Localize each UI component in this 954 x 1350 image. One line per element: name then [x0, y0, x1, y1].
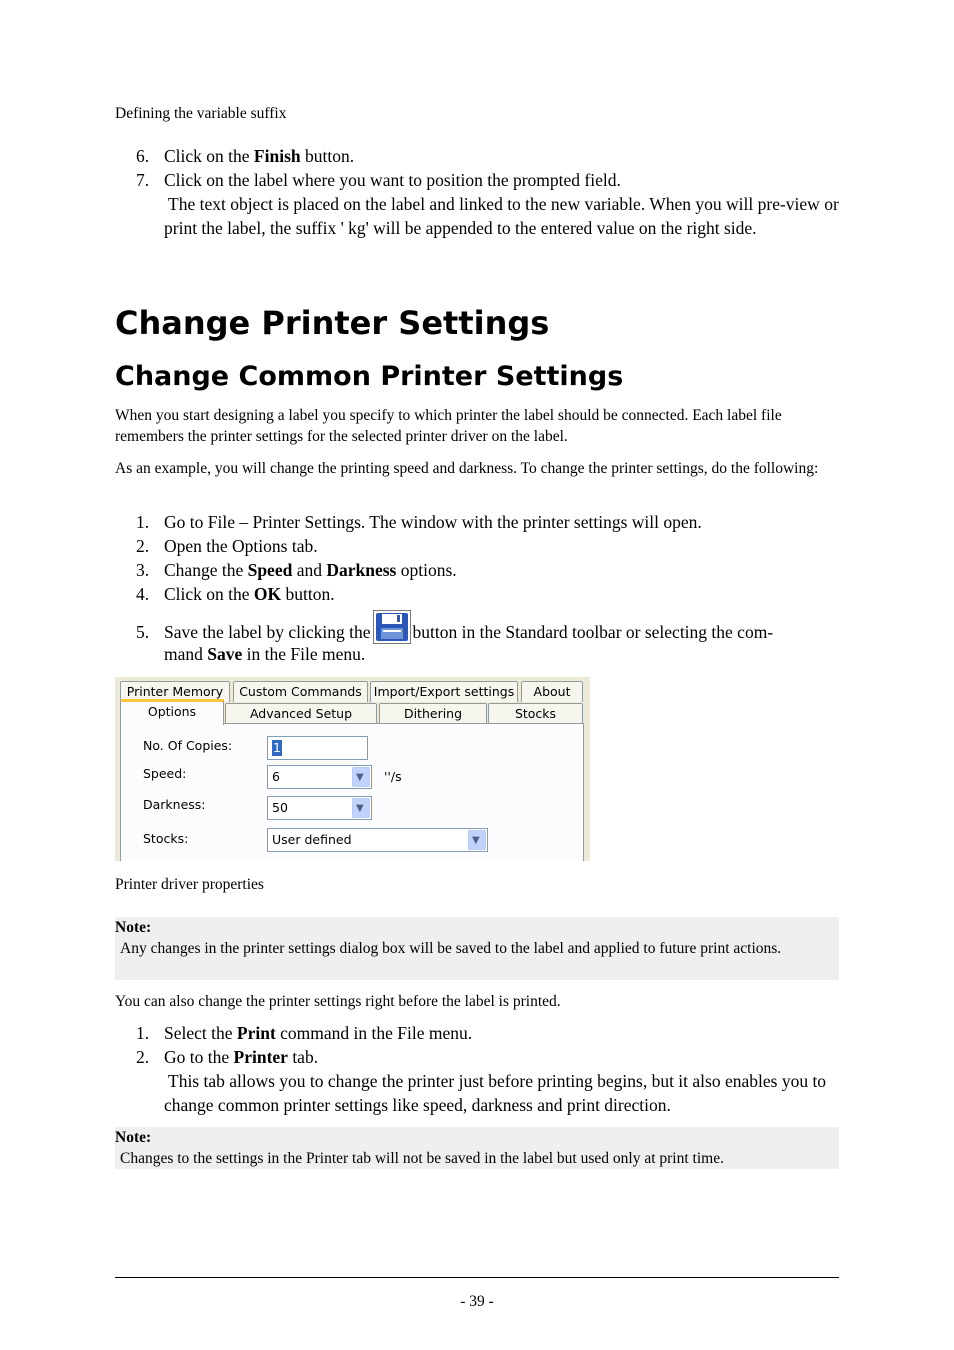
- list-item-save: 5. Save the label by clicking the button in the Standard toolbar or selecting the com- mand Save in the File menu.: [115, 602, 840, 666]
- list-item: 4. Click on the OK button.: [136, 584, 335, 604]
- note-text: Changes to the settings in the Printer tab will not be saved in the label but used only at print time.: [120, 1150, 724, 1167]
- list-item: 7. Click on the label where you want to position the prompted field. The text object is placed on the label and linked to the new variable. When you will pre-view or print the label, the suffix ' kg' will be appended to the entered value on the right side.: [136, 170, 839, 238]
- printer-properties-dialog: [115, 677, 590, 861]
- note-label: Note:: [115, 919, 152, 936]
- page-number: - 39 -: [460, 1293, 494, 1310]
- footer-divider: [115, 1277, 839, 1278]
- tab-advanced-setup[interactable]: Advanced Setup: [225, 703, 377, 724]
- list-item: 6. Click on the Finish button.: [136, 146, 355, 166]
- figure-caption: Printer driver properties: [115, 876, 264, 893]
- chevron-down-icon[interactable]: ▼: [468, 830, 486, 850]
- example-paragraph: As an example, you will change the printing speed and darkness. To change the printer settings, do the following:: [115, 460, 819, 477]
- tab-import-export-settings[interactable]: Import/Export settings: [370, 681, 518, 702]
- section-heading: Change Common Printer Settings: [115, 361, 624, 392]
- page-title: Change Printer Settings: [115, 304, 550, 342]
- tab-stocks[interactable]: Stocks: [488, 703, 583, 724]
- steps-list-a: [115, 144, 840, 240]
- chevron-down-icon[interactable]: ▼: [352, 767, 370, 787]
- list-item: 2. Go to the Printer tab. This tab allows you to change the printer just before printing begins, but it also enables you to change common printer settings like speed, darkness and print direction.: [115, 1045, 840, 1117]
- floppy-disk-icon: [373, 610, 411, 644]
- steps-list-b: [115, 510, 840, 606]
- darkness-label: Darkness:: [143, 797, 206, 812]
- steps-list-c: [115, 1021, 840, 1117]
- intro-paragraph: When you start designing a label you specify to which printer the label should be connected. Each label file remembers the printer settings for the selected printer driver on the label.: [115, 407, 782, 445]
- note-label: Note:: [115, 1129, 152, 1146]
- note-text: Any changes in the printer settings dialog box will be saved to the label and applied to future print actions.: [120, 940, 782, 957]
- speed-unit: ''/s: [384, 769, 402, 784]
- tab-dithering[interactable]: Dithering: [379, 703, 487, 724]
- list-item: 3. Change the Speed and Darkness options.: [136, 560, 457, 580]
- list-item-continuation: The text object is placed on the label and linked to the new variable. When you will pre-view or print the label, the suffix ' kg' will be appended to the entered value on the right side.: [164, 194, 839, 238]
- stocks-label: Stocks:: [143, 831, 189, 846]
- section-caption: Defining the variable suffix: [115, 105, 287, 122]
- list-item-continuation: This tab allows you to change the printer just before printing begins, but it also enables you to change common printer settings like speed, darkness and print direction.: [164, 1071, 827, 1115]
- tab-about[interactable]: About: [521, 681, 583, 702]
- options-panel: [120, 723, 584, 861]
- list-item: 1. Go to File – Printer Settings. The window with the printer settings will open.: [136, 512, 702, 532]
- list-item: 2. Open the Options tab.: [136, 536, 318, 556]
- tab-options[interactable]: Options: [120, 699, 224, 725]
- copies-label: No. Of Copies:: [143, 738, 233, 753]
- copies-input[interactable]: 1: [267, 736, 368, 760]
- print-time-paragraph: You can also change the printer settings right before the label is printed.: [115, 993, 561, 1010]
- chevron-down-icon[interactable]: ▼: [352, 798, 370, 818]
- tab-printer-memory[interactable]: Printer Memory: [120, 681, 230, 702]
- speed-label: Speed:: [143, 766, 187, 781]
- list-item: 1. Select the Print command in the File menu.: [136, 1023, 473, 1043]
- speed-select[interactable]: 6 ▼: [267, 765, 372, 789]
- tab-custom-commands[interactable]: Custom Commands: [233, 681, 368, 702]
- note-box: [115, 1127, 839, 1169]
- darkness-select[interactable]: 50 ▼: [267, 796, 372, 820]
- note-box: [115, 917, 839, 980]
- stocks-select[interactable]: User defined ▼: [267, 828, 488, 852]
